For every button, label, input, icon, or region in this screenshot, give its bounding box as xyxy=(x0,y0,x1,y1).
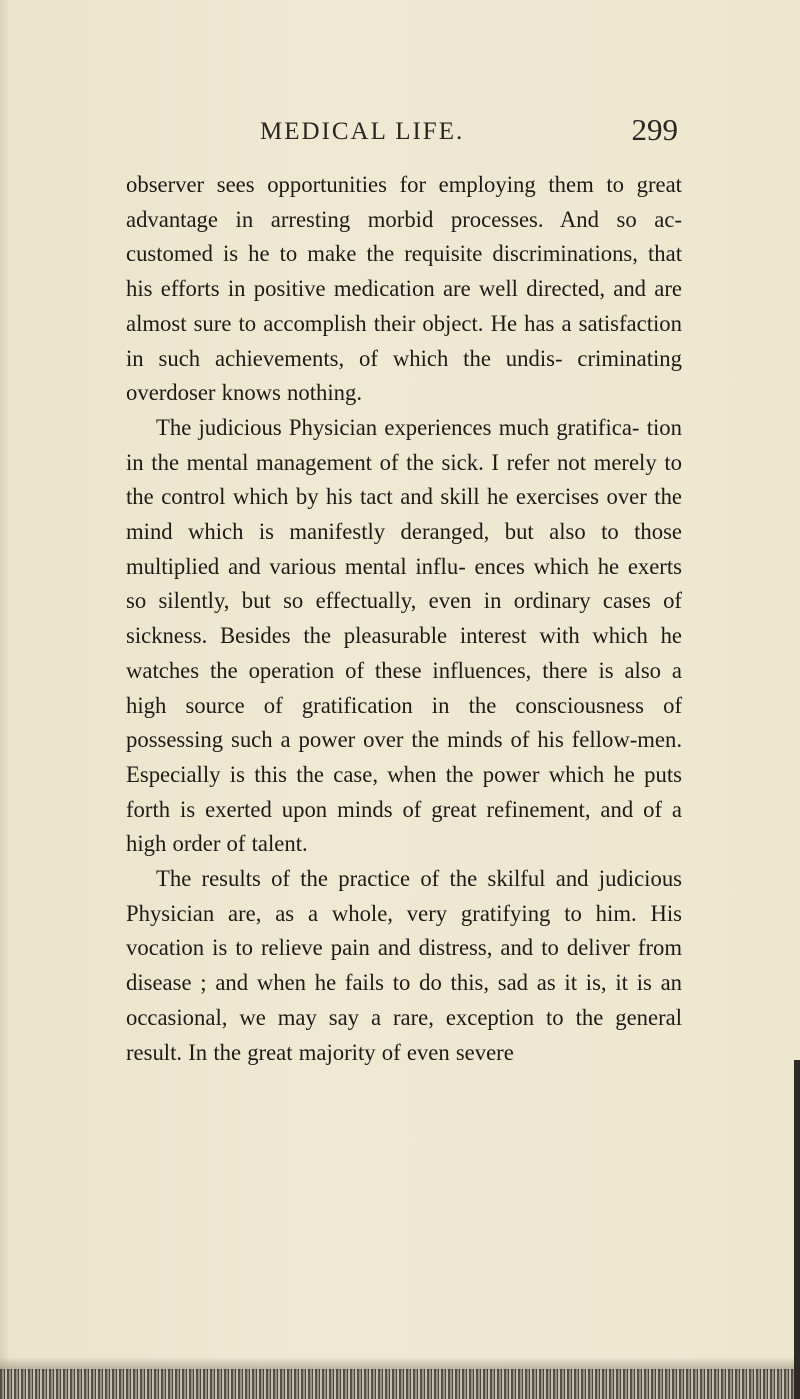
body-text xyxy=(126,168,682,1070)
page-number: 299 xyxy=(631,112,678,147)
page-gutter-shadow xyxy=(0,0,10,1399)
page-right-edge xyxy=(794,1060,800,1399)
paragraph: observer sees opportunities for employing them to great advantage in arresting morbid processes. And so ac- customed is he to make the requisite discriminations, that his efforts in positive medication are well directed, and are almost sure to accomplish their object. He has a satisfaction in such achievements, of which the undis- criminating overdoser knows nothing. xyxy=(126,172,682,406)
paragraph: The judicious Physician experiences much gratifica- tion in the mental management of the sick. I refer not merely to the control which by his tact and skill he exercises over the mind which is manifestly deranged, but also to those multiplied and various mental influ- ences which he exerts so silently, but so effectually, even in ordinary cases of sickness. Besides the pleasurable interest with which he watches the operation of these influences, there is also a high source of gratification in the consciousness of possessing such a power over the minds of his fellow-men. Especially is this the case, when the power which he puts forth is exerted upon minds of great refinement, and of a high order of talent. xyxy=(126,414,682,857)
page-header xyxy=(126,110,678,150)
paragraph: The results of the practice of the skilful and judicious Physician are, as a whole, very gratifying to him. His vocation is to relieve pain and distress, and to deliver from disease ; and when he fails to do this, sad as it is, it is an occasional, we may say a rare, exception to the general result. In the great majority of even severe xyxy=(126,866,682,1065)
running-head: MEDICAL LIFE. xyxy=(260,118,465,145)
book-binding-edge xyxy=(0,1369,800,1399)
